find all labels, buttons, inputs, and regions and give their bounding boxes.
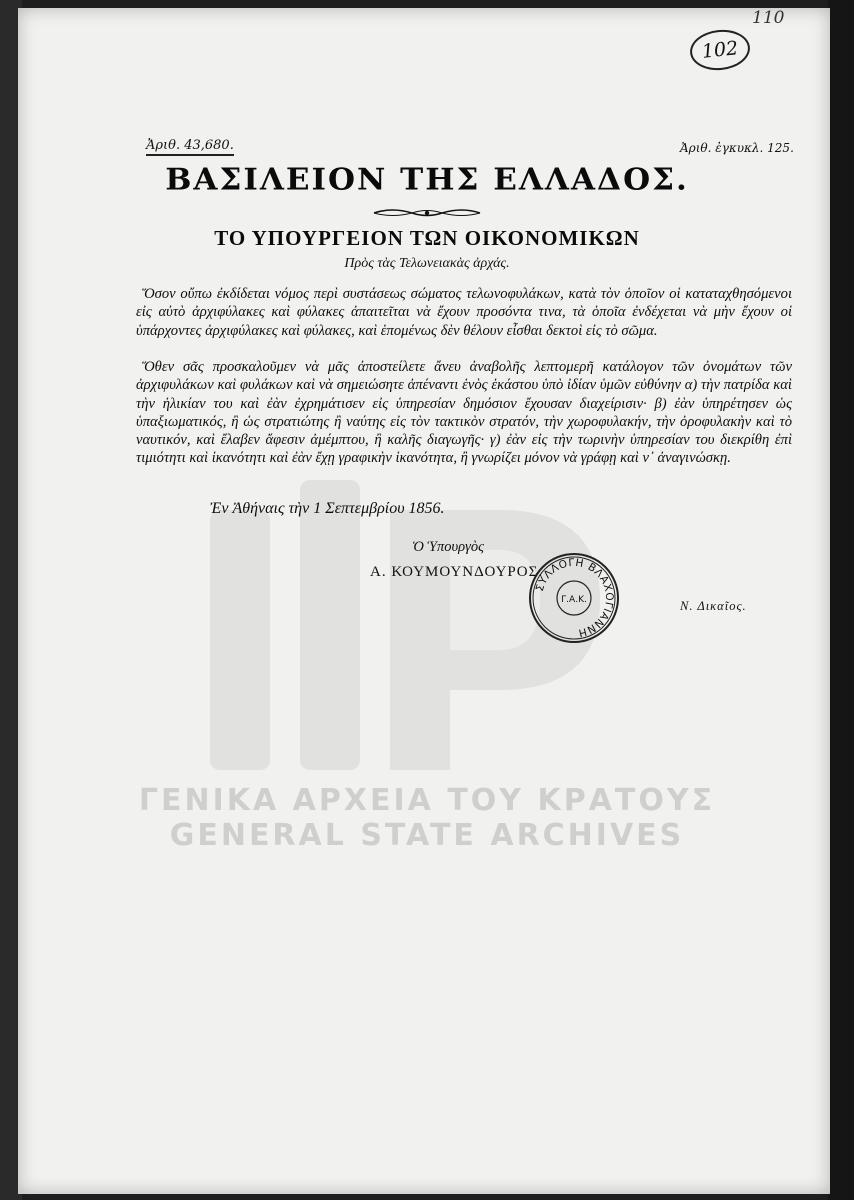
watermark-english: GENERAL STATE ARCHIVES (169, 818, 685, 853)
ministry-heading: ΤΟ ΥΠΟΥΡΓΕΙΟΝ ΤΩΝ ΟΙΚΟΝΟΜΙΚΩΝ (214, 226, 640, 250)
stamp-ring-text: ΣΥΛΛΟΓΗ ΒΛΑΧΟΓΙΑΝΝΗ (533, 556, 616, 639)
circular-number-right: Ἀριθ. ἐγκυκλ. 125. (680, 141, 794, 155)
minister-title: Ὁ Ὑπουργὸς (412, 539, 484, 555)
pencil-archive-number: 110 (752, 8, 785, 28)
reference-number-left: Ἀριθ. 43,680. (146, 138, 234, 156)
minister-signature: Α. ΚΟΥΜΟΥΝΔΟΥΡΟΣ. (370, 564, 544, 580)
watermark-greek: ΓΕΝΙΚΑ ΑΡΧΕΙΑ ΤΟΥ ΚΡΑΤΟΥΣ (138, 783, 716, 818)
countersignature: Ν. Δικαῖος. (680, 599, 747, 613)
addressee-line: Πρὸς τὰς Τελωνειακὰς ἀρχάς. (344, 256, 510, 271)
collection-stamp (528, 552, 620, 644)
kingdom-heading: ΒΑΣΙΛΕΙΟΝ ΤΗΣ ΕΛΛΑΔΟΣ. (165, 162, 689, 198)
body-paragraph-1: Ὅσον οὔπω ἐκδίδεται νόμος περὶ συστάσεως σώματος τελωνοφυλάκων, κατὰ τὸν ὁποῖον οἱ καταταχθησόμενοι εἰς αὐτὸ ἀρχιφύλακες καὶ φύλακες ἀπαιτεῖται νὰ ἔχουν προσόντα τινα, τὰ ὁποῖα ἐνδέχεται νὰ μὴν ἔχουν οἱ ὑπάρχοντες ἀρχιφύλακες καὶ φύλακες, καὶ ἑπομένως δὲν θέλουν εἶσθαι δεκτοὶ εἰς τὸ σῶμα. (136, 286, 792, 339)
ornamental-divider (372, 206, 482, 220)
date-line: Ἐν Ἀθήναις τὴν 1 Σεπτεμβρίου 1856. (210, 500, 445, 517)
circled-archive-number: 102 (688, 27, 752, 73)
stamp-center-text: Γ.Α.Κ. (561, 595, 587, 605)
body-paragraph-2: Ὅθεν σᾶς προσκαλοῦμεν νὰ μᾶς ἀποστείλετε ἄνευ ἀναβολῆς λεπτομερῆ κατάλογον τῶν ὀνομάτων τῶν ἀρχιφυλάκων καὶ φυλάκων καὶ νὰ σημειώσητε ἀπέναντι ἑνὸς ἑκάστου ὑπὸ ἰδίαν ὑμῶν εὐθύνην α) τὴν πατρίδα καὶ τὴν ἡλικίαν του καὶ ἐὰν ἐχρημάτισεν εἰς ὑπηρεσίαν δημόσιον ἔχουσαν διαχείρισιν· β) ἐὰν ὑπηρέτησεν ὡς ὑπαξιωματικός, ἢ ὡς στρατιώτης ἢ ναύτης εἰς τὸν τακτικὸν στρατόν, τὴν χωροφυλακήν, τὴν ὀροφυλακὴν καὶ τὸ ναυτικόν, καὶ ἔλαβεν ἄφεσιν ἀμέμπτου, ἢ καλῆς διαγωγῆς· γ) ἐὰν εἰς τὴν τωρινὴν ὑπηρεσίαν του διεκρίθη ἐπὶ τιμιότητι καὶ ἱκανότητι καὶ ἐὰν ἔχῃ γραφικὴν ἱκανότητα, ἢ γνωρίζει μόνον νὰ γράφῃ καὶ ν᾽ ἀναγινώσκῃ. (136, 359, 792, 467)
